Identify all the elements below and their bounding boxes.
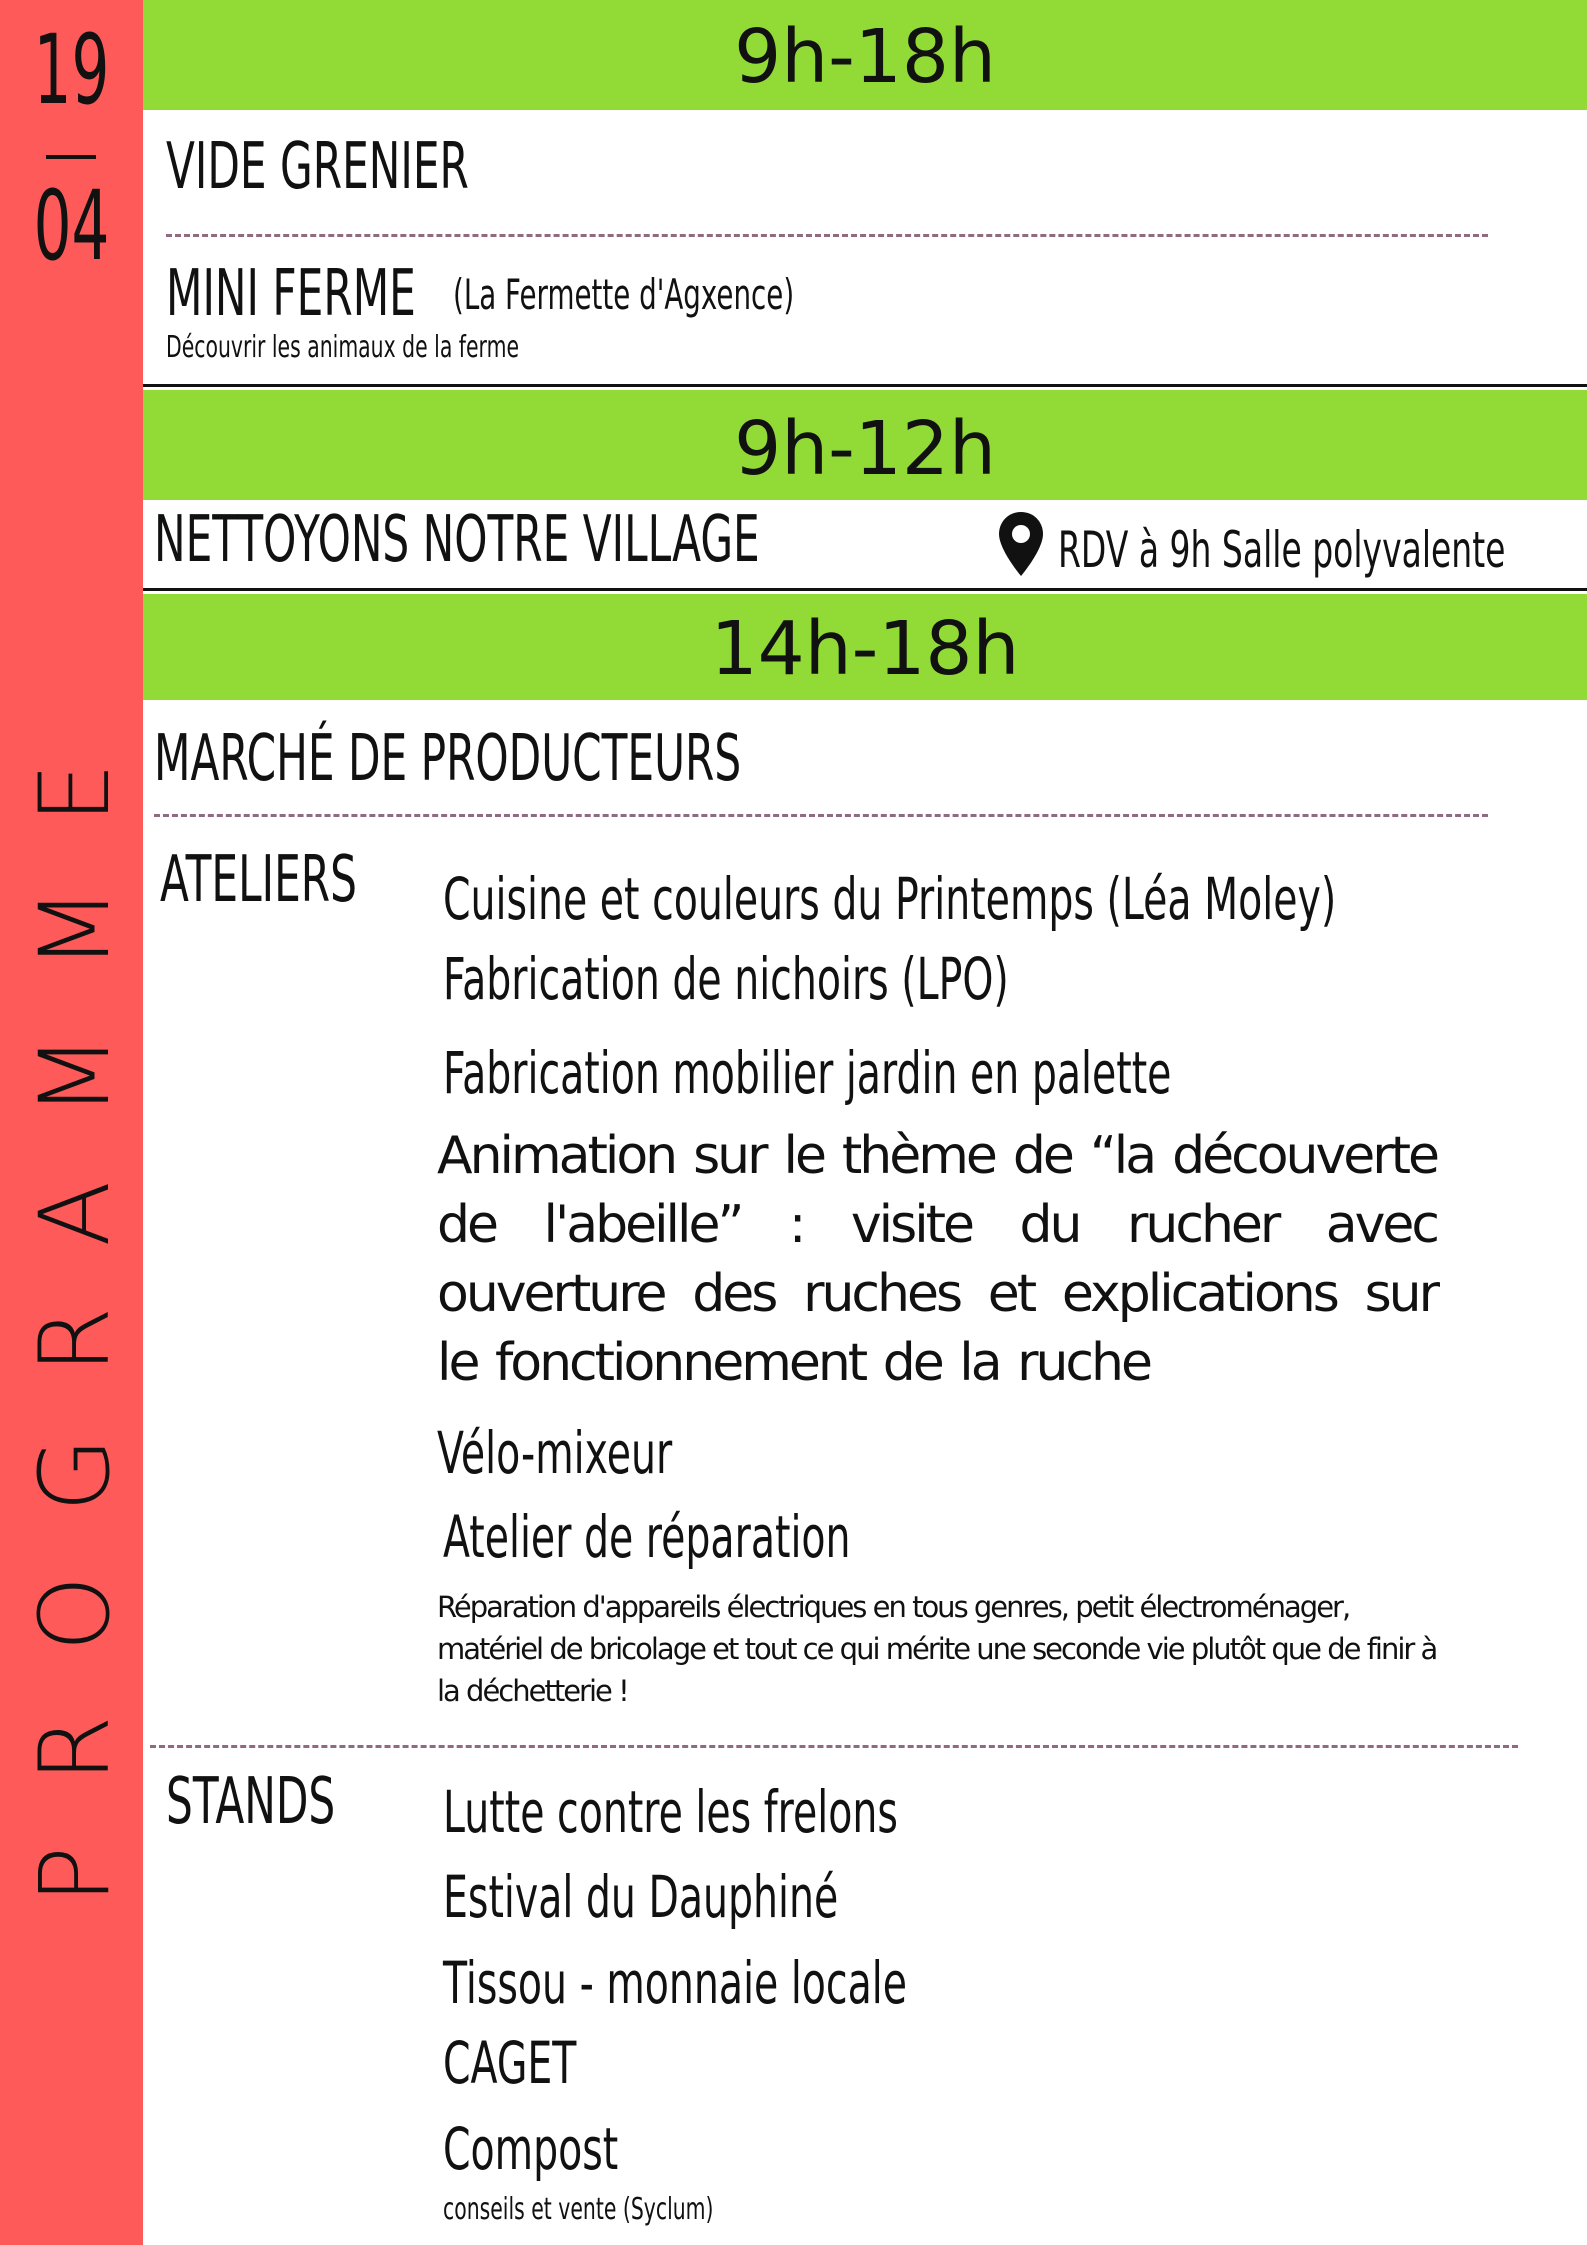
mini-ferme-organizer: (La Fermette d'Agxence) xyxy=(453,270,795,319)
stand-item: Compost xyxy=(443,2115,619,2183)
mini-ferme-title: MINI FERME xyxy=(166,257,416,331)
dashed-divider xyxy=(150,1745,1518,1748)
time-bar-14h-18h xyxy=(143,594,1587,700)
atelier-item-bee: Animation sur le thème de “la découverte de l'abeille” : visite du rucher avec ouverture des ruches et explications sur le fonctionnement de la ruche xyxy=(437,1126,1437,1393)
repair-description: Réparation d'appareils électriques en tous genres, petit électroménager, matériel de bricolage et tout ce qui mérite une seconde vie plutôt que de finir à la déchetterie ! xyxy=(437,1590,1437,1708)
programme-title: PROGRAMME xyxy=(19,698,131,1904)
date-month: 04 xyxy=(33,170,110,282)
section-rule xyxy=(143,384,1587,387)
date-separator xyxy=(46,155,96,159)
stand-item: Tissou - monnaie locale xyxy=(443,1949,908,2017)
date-day: 19 xyxy=(33,14,110,126)
stand-item: Lutte contre les frelons xyxy=(443,1778,898,1846)
time-label: 14h-18h xyxy=(710,606,1020,692)
time-label: 9h-18h xyxy=(734,14,996,100)
mini-ferme-subtitle: Découvrir les animaux de la ferme xyxy=(166,330,520,365)
section-rule xyxy=(143,588,1587,591)
time-bar-9h-12h xyxy=(143,390,1587,500)
location-text: RDV à 9h Salle polyvalente xyxy=(1058,521,1506,579)
stand-item: Estival du Dauphiné xyxy=(443,1863,839,1931)
compost-note: conseils et vente (Syclum) xyxy=(443,2192,714,2227)
date-sidebar xyxy=(0,0,143,2245)
atelier-item: Cuisine et couleurs du Printemps (Léa Moley) xyxy=(443,865,1337,933)
ateliers-label: ATELIERS xyxy=(160,843,357,917)
time-bar-9h-18h xyxy=(143,0,1587,110)
location-pin-icon xyxy=(996,510,1046,580)
vide-grenier-title: VIDE GRENIER xyxy=(166,130,469,204)
dashed-divider xyxy=(166,234,1488,237)
nettoyons-title: NETTOYONS NOTRE VILLAGE xyxy=(154,503,760,577)
atelier-item: Atelier de réparation xyxy=(443,1503,851,1571)
stands-label: STANDS xyxy=(166,1765,336,1839)
stand-item: CAGET xyxy=(443,2029,577,2097)
time-label: 9h-12h xyxy=(734,406,996,492)
atelier-item: Fabrication de nichoirs (LPO) xyxy=(443,945,1009,1013)
atelier-item: Vélo-mixeur xyxy=(437,1419,673,1487)
atelier-item: Fabrication mobilier jardin en palette xyxy=(443,1039,1172,1107)
dashed-divider xyxy=(154,814,1488,817)
marche-title: MARCHÉ DE PRODUCTEURS xyxy=(154,722,742,796)
